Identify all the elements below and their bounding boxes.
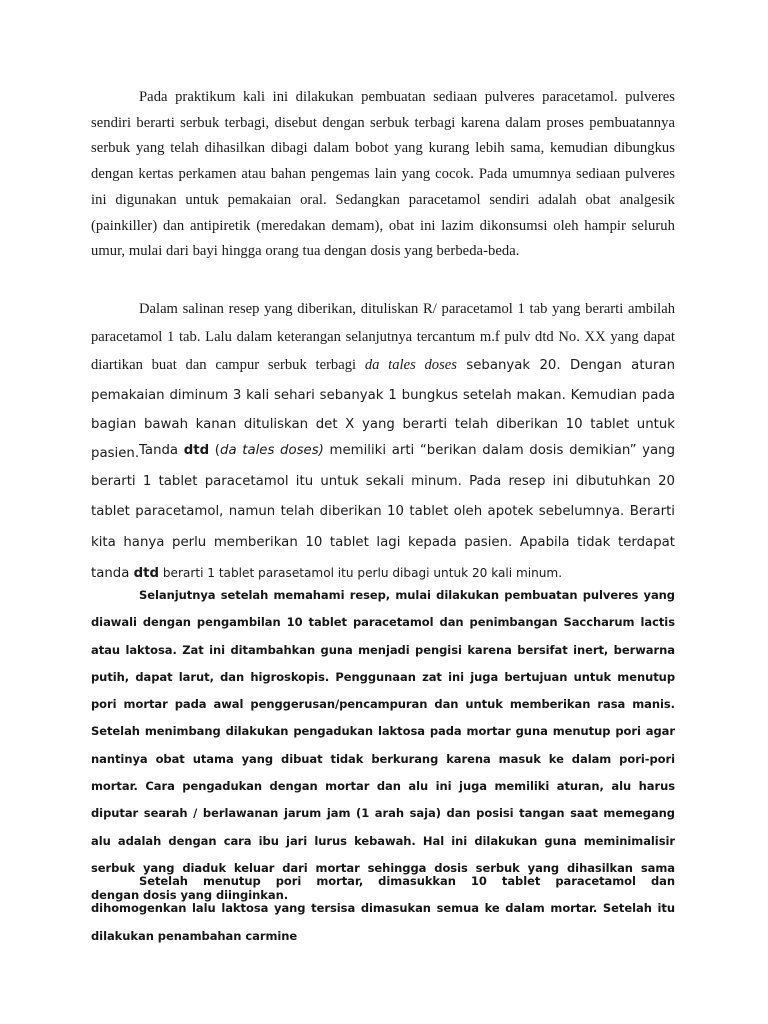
paragraph-3-text-b: berarti 1 tablet bbox=[159, 566, 259, 581]
paragraph-3-lead: Tanda bbox=[139, 443, 184, 458]
paragraph-2-italic: da tales doses bbox=[364, 357, 457, 374]
paragraph-1 bbox=[91, 85, 675, 265]
paragraph-4 bbox=[91, 582, 675, 910]
paragraph-2-text-b: sebanyak 20. Dengan aturan pemakaian diminum 3 kali sehari sebanyak 1 bungkus setelah makan. Kemudian pada bagian bawah kanan dituliskan det X yang berarti telah diberikan 10 tablet untuk pasien. bbox=[91, 358, 675, 462]
paragraph-3 bbox=[91, 436, 675, 590]
paragraph-3-italic: da tales doses) bbox=[220, 443, 324, 458]
paragraph-3-text-c: parasetamol itu perlu dibagi untuk 20 kali minum. bbox=[258, 566, 563, 581]
paragraph-3-bold-dtd-2: dtd bbox=[133, 566, 160, 582]
paragraph-3-text-a: memiliki arti “berikan dalam dosis demikian” yang berarti 1 tablet paracetamol itu untuk sekali minum. Pada resep ini dibutuhkan 20 tablet paracetamol, namun telah diberikan 10 tablet oleh apotek sebelumnya. Berarti kita hanya perlu memberikan 10 tablet lagi kepada pasien. Apabila tidak terdapat tanda bbox=[91, 443, 676, 582]
paragraph-1-text: Pada praktikum kali ini dilakukan pembuatan sediaan pulveres paracetamol. pulveres sendiri berarti serbuk terbagi, disebut dengan serbuk terbagi karena dalam proses pembuatannya serbuk yang telah dihasilkan dibagi dalam bobot yang kurang lebih sama, kemudian dibungkus dengan kertas perkamen atau bahan pengemas lain yang cocok. Pada umumnya sediaan pulveres ini digunakan untuk pemakaian oral. Sedangkan paracetamol sendiri adalah obat analgesik (painkiller) dan antipiretik (meredakan demam), obat ini lazim dikonsumsi oleh hampir seluruh umur, mulai dari bayi hingga orang tua dengan dosis yang berbeda-beda. bbox=[91, 89, 675, 260]
paragraph-3-paren: ( bbox=[209, 443, 220, 458]
paragraph-4-text: Selanjutnya setelah memahami resep, mulai dilakukan pembuatan pulveres yang diawali dengan pengambilan 10 tablet paracetamol dan penimbangan Saccharum lactis atau laktosa. Zat ini ditambahkan guna menjadi pengisi karena bersifat inert, berwarna putih, dapat larut, dan higroskopis. Penggunaan zat ini juga bertujuan untuk menutup pori mortar pada awal penggerusan/pencampuran dan untuk memberikan rasa manis. Setelah menimbang dilakukan pengadukan laktosa pada mortar guna menutup pori agar nantinya obat utama yang dibuat tidak berkurang karena masuk ke dalam pori-pori mortar. Cara pengadukan dengan mortar dan alu ini juga memiliki aturan, alu harus diputar searah / berlawanan jarum jam (1 arah saja) dan posisi tangan saat memegang alu adalah dengan cara ibu jari lurus kebawah. Hal ini dilakukan guna meminimalisir serbuk yang diaduk keluar dari mortar sehingga dosis serbuk yang dihasilkan sama dengan dosis yang diinginkan. bbox=[91, 588, 675, 903]
paragraph-5-text: Setelah menutup pori mortar, dimasukkan 10 tablet paracetamol dan dihomogenkan lalu laktosa yang tersisa dimasukan semua ke dalam mortar. Setelah itu dilakukan penambahan carmine bbox=[91, 874, 675, 943]
paragraph-5 bbox=[91, 868, 675, 950]
paragraph-3-bold-dtd: dtd bbox=[183, 443, 210, 458]
paragraph-2-text-a: Dalam salinan resep yang diberikan, dituliskan R/ paracetamol 1 tab yang berarti ambilah paracetamol 1 tab. Lalu dalam keterangan selanjutnya tercantum m.f pulv dtd No. XX yang dapat diartikan buat dan campur serbuk terbagi bbox=[91, 301, 675, 374]
